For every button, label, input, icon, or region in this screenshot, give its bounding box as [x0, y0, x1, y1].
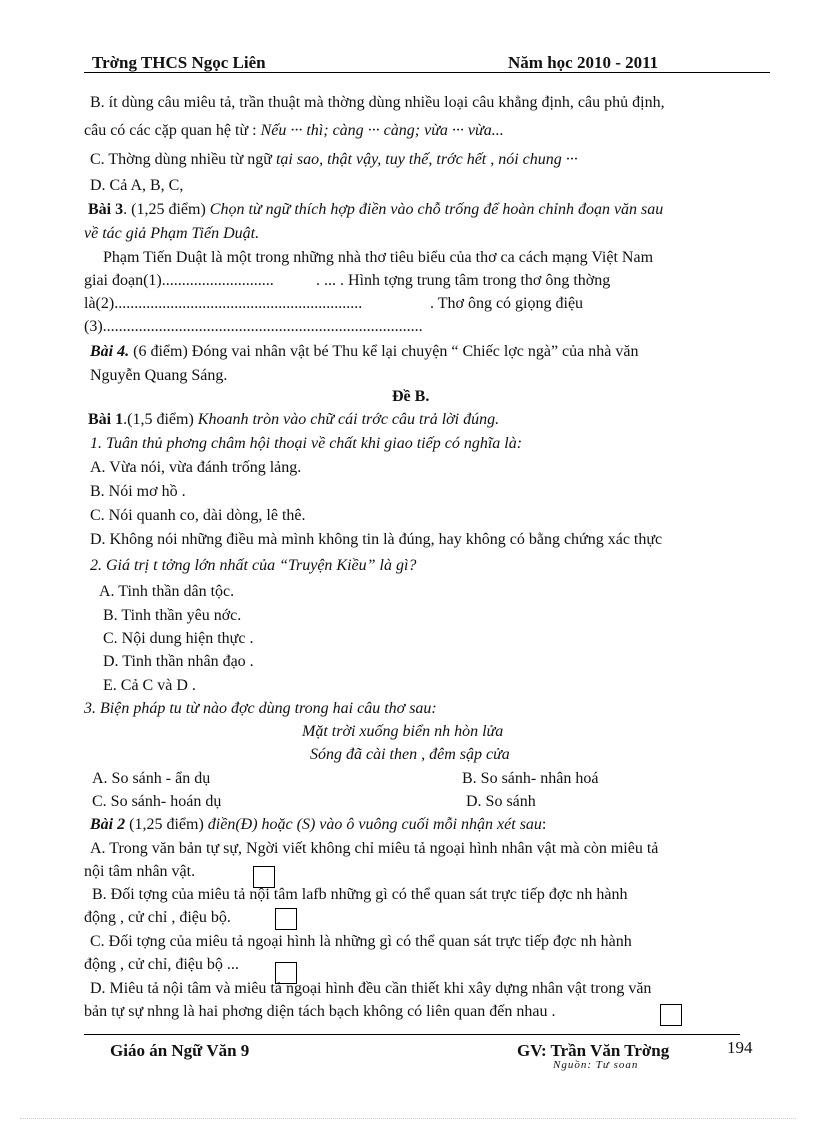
q2-option-a: A. Tinh thần dân tộc. — [99, 583, 235, 600]
option-b-line2-text: câu có các cặp quan hệ từ : — [84, 122, 261, 139]
footer-rule — [84, 1034, 740, 1035]
de-b-bai1-instruction: Khoanh tròn vào chữ cái trớc câu trả lời đúng. — [197, 411, 500, 428]
de-b-bai1-label: Bài 1 — [88, 411, 124, 428]
q2-option-e: E. Cả C và D . — [103, 677, 196, 694]
q2-option-c: C. Nội dung hiện thực . — [103, 630, 254, 647]
option-c-italic: tại sao, thật vậy, tuy thế, trớc hết , nói chung ··· — [275, 151, 578, 168]
header-school: Trờng THCS Ngọc Liên — [92, 53, 266, 72]
statement-b-line1: B. Đối tợng của miêu tả nội tâm lafb những gì có thể quan sát trực tiếp đợc nh hành — [92, 886, 628, 903]
bai3-para-line3a: là(2).............................................................. — [84, 295, 363, 312]
bai3-instruction-line2: về tác giả Phạm Tiến Duật. — [84, 225, 260, 242]
header-rule — [84, 72, 770, 73]
statement-d-line1: D. Miêu tả nội tâm và miêu tả ngoại hình đều cần thiết khi xây dựng nhân vật trong văn — [90, 980, 652, 997]
option-b-line2-italic: Nếu ··· thì; càng ··· càng; vừa ··· vừa... — [260, 122, 504, 139]
de-b-bai1-points: .(1,5 điểm) — [123, 411, 198, 428]
statement-a-line2: nội tâm nhân vật. — [84, 863, 196, 880]
question-2: 2. Giá trị t tởng lớn nhất của “Truyện Kiều” là gì? — [90, 557, 417, 574]
de-b-bai1-heading — [88, 411, 499, 429]
bai3-para-line2b: . ... . Hình tợng trung tâm trong thơ ông thờng — [316, 272, 611, 289]
q2-option-d: D. Tinh thần nhân đạo . — [103, 653, 254, 670]
q2-option-b: B. Tinh thần yêu nớc. — [103, 607, 242, 624]
bai4-text: (6 điểm) Đóng vai nhân vật bé Thu kể lại chuyện “ Chiếc lợc ngà” của nhà văn — [129, 343, 639, 360]
option-b-line2 — [84, 122, 504, 140]
q1-option-b: B. Nói mơ hồ . — [90, 483, 186, 500]
bai3-label: Bài 3 — [88, 201, 124, 218]
q3-option-b: B. So sánh- nhân hoá — [462, 770, 599, 787]
bai4-line1 — [90, 343, 638, 361]
q3-option-d: D. So sánh — [466, 793, 536, 810]
bottom-dotted-line — [20, 1118, 796, 1119]
bai3-instruction: Chọn từ ngữ thích hợp điền vào chỗ trống để hoàn chỉnh đoạn văn sau — [209, 201, 664, 218]
poem-line-2: Sóng đã cài then , đêm sập cửa — [310, 746, 510, 763]
option-d: D. Cả A, B, C, — [90, 177, 184, 194]
q1-option-d: D. Không nói những điều mà mình không tin là đúng, hay không có bằng chứng xác thực — [90, 531, 663, 548]
bai3-para-line3b: . Thơ ông có giọng điệu — [430, 295, 584, 312]
statement-a-line1: A. Trong văn bản tự sự, Ngời viết không chỉ miêu tả ngoại hình nhân vật mà còn miêu tả — [90, 840, 659, 857]
bai3-para-line4: (3)................................................................................ — [84, 318, 423, 335]
de-b-bai2-points: (1,25 điểm) — [125, 816, 208, 833]
bai3-para-line2a: giai đoạn(1)............................ — [84, 272, 274, 289]
statement-b-line2: động , cử chỉ , điệu bộ. — [84, 909, 231, 926]
de-b-bai2-heading — [90, 816, 546, 834]
statement-d-line2: bản tự sự nhng là hai phơng diện tách bạch không có liên quan đến nhau . — [84, 1003, 556, 1020]
statement-c-line2: động , cử chỉ, điệu bộ ... — [84, 956, 239, 973]
option-c-text: C. Thờng dùng nhiều từ ngữ — [90, 151, 276, 168]
bai3-points: . (1,25 điểm) — [123, 201, 210, 218]
question-3: 3. Biện pháp tu từ nào đợc dùng trong hai câu thơ sau: — [84, 700, 437, 717]
q3-option-a: A. So sánh - ẩn dụ — [92, 770, 211, 787]
footer-teacher: GV: Trần Văn Trờng — [517, 1041, 670, 1060]
answer-box-b[interactable] — [275, 908, 297, 930]
q1-option-c: C. Nói quanh co, dài dòng, lê thê. — [90, 507, 306, 524]
bai3-heading — [88, 201, 663, 219]
de-b-bai2-instruction: điền(Đ) hoặc (S) vào ô vuông cuối mỗi nhận xét sau — [207, 816, 542, 833]
statement-c-line1: C. Đối tợng của miêu tả ngoại hình là những gì có thể quan sát trực tiếp đợc nh hành — [90, 933, 632, 950]
answer-box-a[interactable] — [253, 866, 275, 888]
de-b-bai2-colon: : — [541, 816, 547, 833]
section-title-de-b: Đề B. — [392, 388, 430, 405]
option-c — [90, 151, 578, 169]
q3-option-c: C. So sánh- hoán dụ — [92, 793, 222, 810]
bai3-para-line1: Phạm Tiến Duật là một trong những nhà thơ tiêu biểu của thơ ca cách mạng Việt Nam — [103, 249, 654, 266]
page-number: 194 — [727, 1038, 753, 1057]
q1-option-a: A. Vừa nói, vừa đánh trống lảng. — [90, 459, 302, 476]
poem-line-1: Mặt trời xuống biển nh hòn lửa — [302, 723, 504, 740]
question-1: 1. Tuân thủ phơng châm hội thoại về chất khi giao tiếp có nghĩa là: — [90, 435, 523, 452]
de-b-bai2-label: Bài 2 — [90, 816, 126, 833]
footer-subject: Giáo án Ngữ Văn 9 — [110, 1041, 250, 1060]
footer-source: Nguồn: Tư soan — [553, 1059, 639, 1071]
header-year: Năm học 2010 - 2011 — [508, 53, 659, 72]
bai4-line2: Nguyễn Quang Sáng. — [90, 367, 228, 384]
option-b-line1: B. ít dùng câu miêu tả, trần thuật mà thờng dùng nhiều loại câu khẳng định, câu phủ định, — [90, 94, 665, 111]
answer-box-d[interactable] — [660, 1004, 682, 1026]
bai4-label: Bài 4. — [90, 343, 130, 360]
